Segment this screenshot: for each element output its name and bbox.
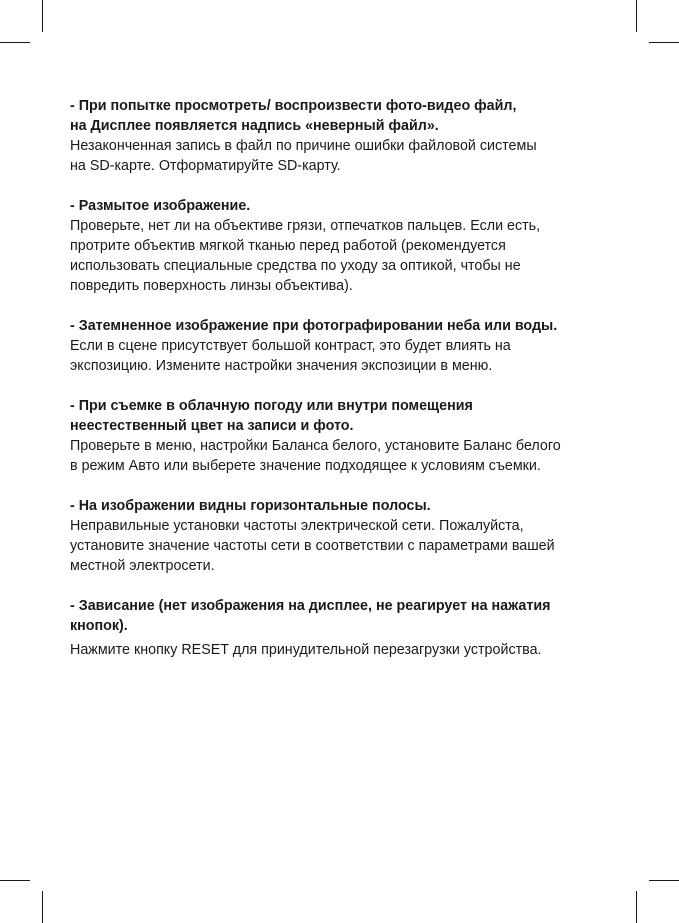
section-freeze (70, 596, 630, 660)
crop-mark-bottom-left-horizontal (0, 880, 30, 881)
crop-mark-bottom-left-vertical (42, 891, 43, 923)
crop-mark-top-left-vertical (42, 0, 43, 32)
section-body: Проверьте, нет ли на объективе грязи, отпечатков пальцев. Если есть, протрите объектив мягкой тканью перед работой (рекомендуется использовать специальные средства по уходу за оптикой, чтобы не повредить поверхность линзы объектива). (70, 218, 541, 294)
section-body: Если в сцене присутствует большой контраст, это будет влиять на экспозицию. Измените настройки значения экспозиции в меню. (70, 338, 511, 374)
section-body: Проверьте в меню, настройки Баланса белого, установите Баланс белого в режим Авто или выберете значение подходящее к условиям съемки. (70, 438, 561, 474)
section-title: - Затемненное изображение при фотографировании неба или воды. (70, 318, 558, 334)
section-blurry-image (70, 196, 630, 296)
crop-mark-top-right-vertical (636, 0, 637, 32)
section-title: - На изображении видны горизонтальные полосы. (70, 498, 431, 514)
section-invalid-file (70, 96, 630, 176)
troubleshooting-content (70, 96, 630, 660)
section-title: - Зависание (нет изображения на дисплее, не реагирует на нажатия кнопок). (70, 598, 551, 634)
crop-mark-top-right-horizontal (649, 42, 679, 43)
section-title: - Размытое изображение. (70, 198, 251, 214)
section-title: - При съемке в облачную погоду или внутри помещения неестественный цвет на записи и фото. (70, 398, 473, 434)
section-body: Неправильные установки частоты электрической сети. Пожалуйста, установите значение частоты сети в соответствии с параметрами вашей местной электросети. (70, 518, 555, 574)
section-horizontal-stripes (70, 496, 630, 576)
crop-mark-bottom-right-vertical (636, 891, 637, 923)
crop-mark-bottom-right-horizontal (649, 880, 679, 881)
section-body: Нажмите кнопку RESET для принудительной перезагрузки устройства. (70, 642, 542, 658)
section-body: Незаконченная запись в файл по причине ошибки файловой системы на SD-карте. Отформатируйте SD-карту. (70, 138, 537, 174)
section-dark-image (70, 316, 630, 376)
crop-mark-top-left-horizontal (0, 42, 30, 43)
section-unnatural-color (70, 396, 630, 476)
section-title: - При попытке просмотреть/ воспроизвести фото-видео файл, на Дисплее появляется надпись «неверный файл». (70, 98, 517, 134)
